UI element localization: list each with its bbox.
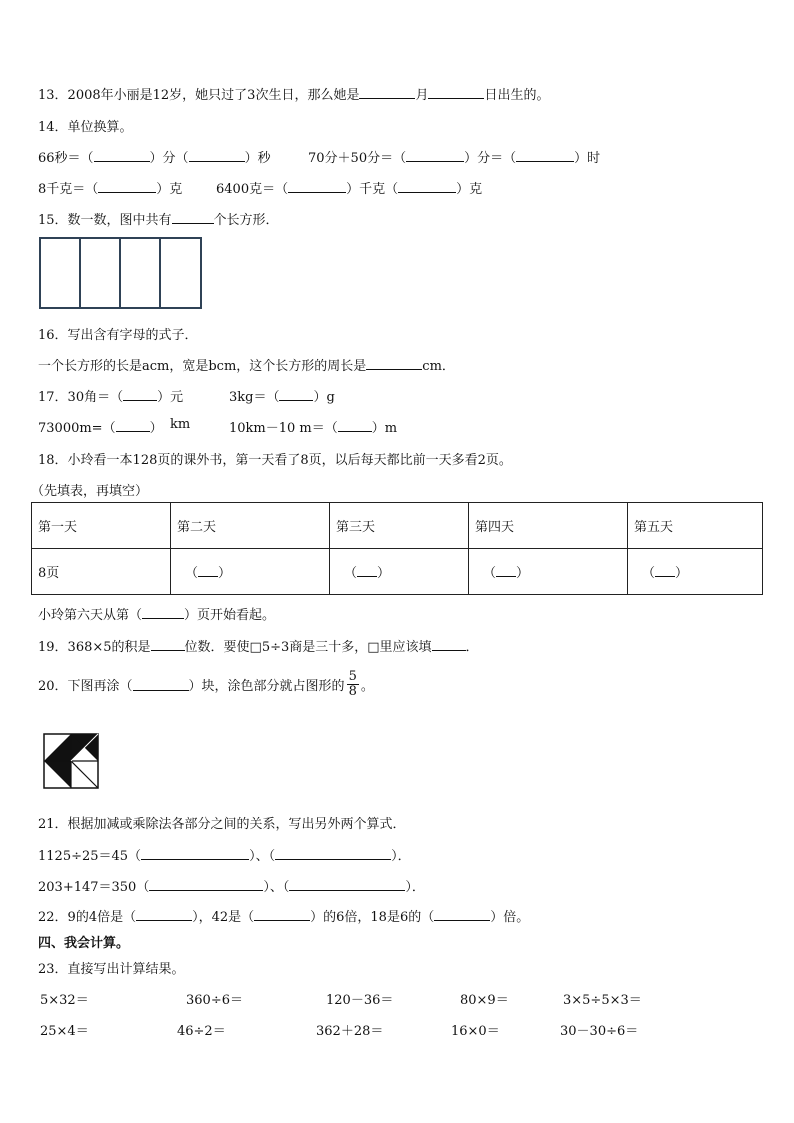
q21-r2-text: 203+147＝350（ [38, 880, 150, 895]
q17-r1b-text: 3kg＝（ [229, 390, 280, 405]
q19-suffix: ． [465, 640, 479, 655]
q19-mid: 位数．要使□5÷3商是三十多，□里应该填 [184, 640, 432, 655]
q21-r1-mid: ）、（ [249, 849, 276, 864]
cell-day4[interactable] [469, 549, 628, 595]
q14-r1b3-text: ）时 [574, 151, 601, 166]
q17-r1a2-text: ）元 [157, 390, 184, 405]
q17-r2b2-text: ）m [371, 421, 398, 436]
cell-day3[interactable] [330, 549, 469, 595]
fraction-numerator: 5 [348, 669, 357, 684]
q19-blank1[interactable] [151, 638, 185, 651]
q16-title: 16．写出含有字母的式子． [38, 328, 198, 343]
q14-r1a2-text: ）分（ [149, 151, 189, 166]
q21-r1-text: 1125÷25＝45（ [38, 849, 142, 864]
q14-r2-blank3[interactable] [398, 180, 456, 193]
q21-r2-end: ）． [405, 880, 425, 895]
q13-line [38, 84, 549, 103]
q17-blank4[interactable] [338, 419, 372, 432]
paren-open: （ [344, 566, 358, 581]
q21-row2 [38, 876, 425, 895]
q14-row1-right [308, 147, 600, 166]
q20-mid: ）块，涂色部分就占图形的 [188, 679, 345, 694]
q21-r1-blank1[interactable] [141, 847, 249, 860]
header-day5: 第五天 [628, 503, 763, 549]
paren-close: ） [516, 566, 530, 581]
table-row [32, 549, 763, 595]
q21-r1-end: ）． [391, 849, 411, 864]
q14-r2-blank1[interactable] [98, 180, 156, 193]
table-header-row [32, 503, 763, 549]
q22-c: ）的6倍，18是6的（ [310, 910, 435, 925]
q18-note: （先填表，再填空） [31, 484, 149, 499]
q13-month-label: 月 [415, 88, 429, 103]
q17-row2-right [229, 417, 397, 436]
q18-page-blank[interactable] [142, 606, 184, 619]
q14-r1-blank2[interactable] [189, 149, 245, 162]
q23-r1-c1: 5×32＝ [40, 993, 89, 1008]
q20-shaded-square-figure [43, 733, 99, 789]
reading-table [31, 502, 763, 595]
cell-day1: 8页 [32, 549, 171, 595]
q14-r2-blank2[interactable] [288, 180, 346, 193]
q14-r1b2-text: ）分＝（ [464, 151, 517, 166]
header-day3: 第三天 [330, 503, 469, 549]
q14-r1a3-text: ）秒 [244, 151, 271, 166]
q21-r2-blank1[interactable] [149, 878, 263, 891]
q23-r2-c3: 362＋28＝ [316, 1024, 384, 1039]
q14-row1-left [38, 147, 271, 166]
q15-prefix: 15．数一数，图中共有 [38, 213, 172, 228]
paren-open: （ [642, 566, 656, 581]
q18-after-prefix: 小玲第六天从第（ [38, 608, 143, 623]
paren-open: （ [483, 566, 497, 581]
q20-prefix: 20．下图再涂（ [38, 679, 133, 694]
q15-line [38, 209, 279, 228]
header-day2: 第二天 [171, 503, 330, 549]
q17-r2a-text: 73000m=（ [38, 421, 116, 436]
q17-r2a2-text: ） [149, 421, 163, 436]
q15-blank[interactable] [172, 211, 214, 224]
q14-row2-right [216, 178, 482, 197]
q18-title: 18．小玲看一本128页的课外书，第一天看了8页，以后每天都比前一天多看2页。 [38, 453, 512, 468]
q19-blank2[interactable] [432, 638, 466, 651]
day4-blank[interactable] [496, 564, 516, 577]
paren-close: ） [218, 566, 232, 581]
q17-r2b-text: 10km－10 m＝（ [229, 421, 338, 436]
day3-blank[interactable] [357, 564, 377, 577]
day2-blank[interactable] [198, 564, 218, 577]
q14-row2-left [38, 178, 182, 197]
fraction-denominator: 8 [348, 684, 357, 699]
q17-km-label: km [170, 417, 191, 432]
q13-prefix: 13．2008年小丽是12岁，她只过了3次生日，那么她是 [38, 88, 360, 103]
q14-r1a-text: 66秒＝（ [38, 151, 94, 166]
paren-open: （ [185, 566, 199, 581]
q17-row1-right [229, 386, 335, 405]
day5-blank[interactable] [655, 564, 675, 577]
q23-r1-c2: 360÷6＝ [186, 993, 243, 1008]
q14-r2b2-text: ）千克（ [346, 182, 399, 197]
header-day4: 第四天 [469, 503, 628, 549]
q22-a: 22．9的4倍是（ [38, 910, 137, 925]
q22-b: ），42是（ [192, 910, 255, 925]
q14-title: 14．单位换算。 [38, 120, 133, 135]
q18-after [38, 604, 275, 623]
cell-day2[interactable] [171, 549, 330, 595]
section-heading: 四、我会计算。 [38, 936, 130, 951]
q14-r2b-text: 6400克＝（ [216, 182, 289, 197]
q14-r1-blank3[interactable] [406, 149, 464, 162]
cell-day5[interactable] [628, 549, 763, 595]
q15-suffix: 个长方形． [213, 213, 279, 228]
q16-line [38, 355, 455, 374]
q13-day-blank[interactable] [428, 86, 484, 99]
q14-r1-blank4[interactable] [516, 149, 574, 162]
q19-prefix: 19．368×5的积是 [38, 640, 151, 655]
q21-r2-blank2[interactable] [289, 878, 405, 891]
q23-r1-c3: 120－36＝ [326, 993, 394, 1008]
q20-blank[interactable] [133, 678, 189, 691]
paren-close: ） [675, 566, 689, 581]
q13-end: 日出生的。 [484, 88, 550, 103]
q14-r2a2-text: ）克 [156, 182, 183, 197]
q22-d: ）倍。 [490, 910, 530, 925]
q15-rectangles-figure [39, 237, 203, 310]
q17-blank2[interactable] [279, 388, 313, 401]
q20-fraction [347, 670, 359, 699]
q14-r2a-text: 8千克＝（ [38, 182, 99, 197]
q20-line [38, 670, 374, 699]
q14-r1-blank1[interactable] [94, 149, 150, 162]
q14-r1b-text: 70分＋50分＝（ [308, 151, 407, 166]
q23-title: 23．直接写出计算结果。 [38, 962, 185, 977]
q16-suffix: cm． [422, 359, 455, 374]
q17-row1-left [38, 386, 183, 405]
q22-blank2[interactable] [254, 908, 310, 921]
q17-blank3[interactable] [116, 419, 150, 432]
q13-month-blank[interactable] [359, 86, 415, 99]
q23-r2-c5: 30－30÷6＝ [560, 1024, 639, 1039]
q23-r2-c4: 16×0＝ [451, 1024, 500, 1039]
q18-after-suffix: ）页开始看起。 [184, 608, 276, 623]
q17-blank1[interactable] [123, 388, 157, 401]
q17-r1b2-text: ）g [313, 390, 335, 405]
q19-line [38, 636, 479, 655]
header-day1: 第一天 [32, 503, 171, 549]
q22-blank1[interactable] [136, 908, 192, 921]
q21-r1-blank2[interactable] [275, 847, 391, 860]
q23-r1-c4: 80×9＝ [460, 993, 509, 1008]
paren-close: ） [377, 566, 391, 581]
q14-r2b3-text: ）克 [456, 182, 483, 197]
q17-r1a-text: 17．30角＝（ [38, 390, 124, 405]
q20-suffix: 。 [360, 679, 374, 694]
q21-title: 21．根据加减或乘除法各部分之间的关系，写出另外两个算式． [38, 817, 406, 832]
q17-row2-left [38, 417, 163, 436]
q23-r2-c1: 25×4＝ [40, 1024, 89, 1039]
q23-r2-c2: 46÷2＝ [177, 1024, 226, 1039]
q16-prefix: 一个长方形的长是acm，宽是bcm，这个长方形的周长是 [38, 359, 367, 374]
q23-r1-c5: 3×5÷5×3＝ [563, 993, 642, 1008]
q21-r2-mid: ）、（ [263, 880, 290, 895]
q16-blank[interactable] [366, 357, 422, 370]
q21-row1 [38, 845, 411, 864]
q22-line [38, 906, 529, 925]
q22-blank3[interactable] [434, 908, 490, 921]
